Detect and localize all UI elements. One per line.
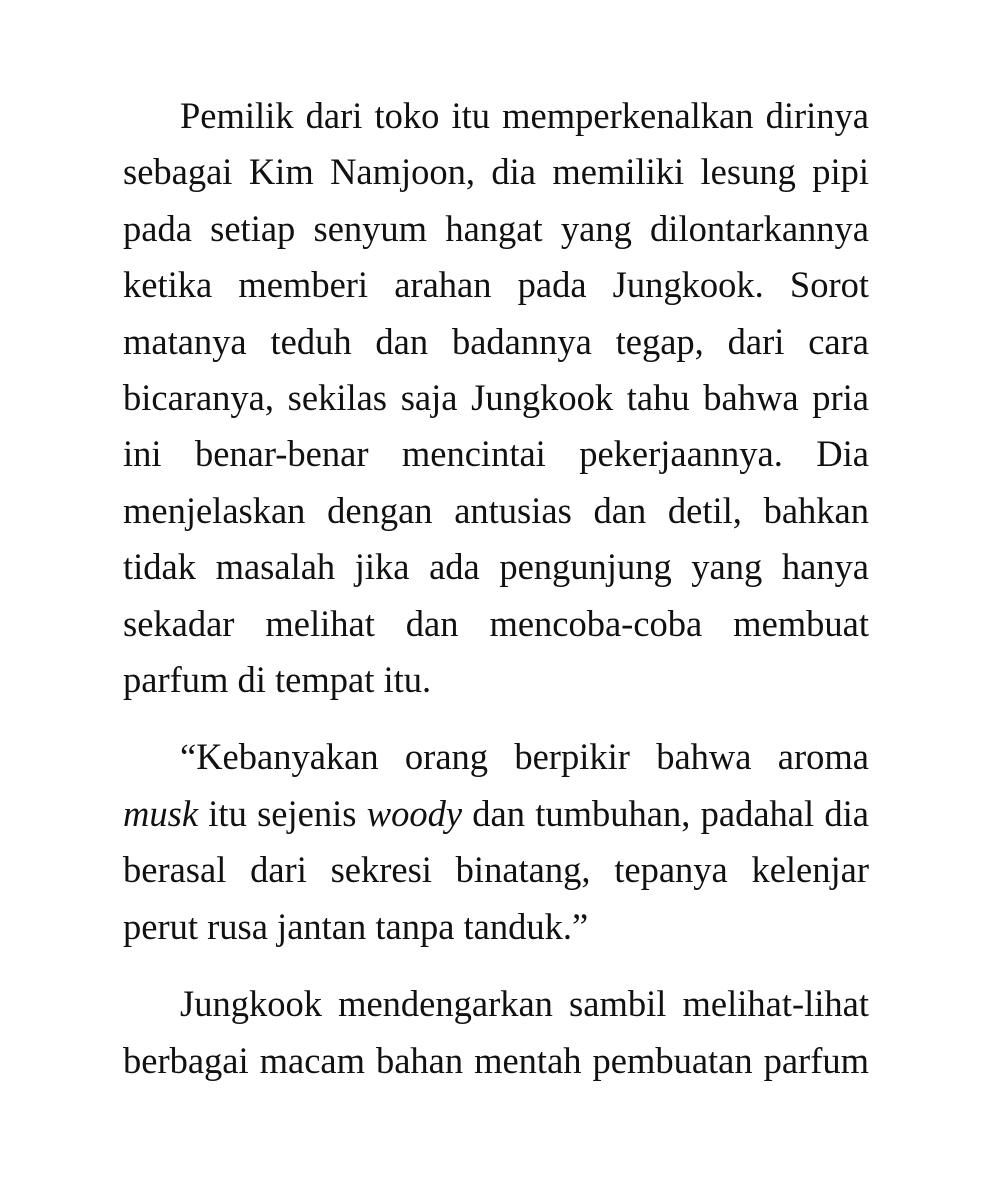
italic-word-woody: woody (366, 792, 463, 834)
document-page (123, 88, 869, 1089)
paragraph-2 (123, 729, 869, 955)
paragraph-2-text-b: itu sejenis (198, 792, 367, 834)
paragraph-2-text-a: “Kebanyakan orang berpikir bahwa aroma (180, 736, 869, 778)
paragraph-3: Jungkook mendengarkan sambil melihat-lihat berbagai macam bahan mentah pembuatan parfum (123, 983, 869, 1081)
paragraph-2-text-c: dan tumbuhan, padahal dia berasal dari sekresi binatang, tepanya kelenjar perut rusa jantan tanpa tanduk.” (123, 792, 869, 947)
italic-word-musk: musk (123, 792, 199, 834)
paragraph-1: Pemilik dari toko itu memperkenalkan dirinya sebagai Kim Namjoon, dia memiliki lesung pipi pada setiap senyum hangat yang dilontarkannya ketika memberi arahan pada Jungkook. Sorot matanya teduh dan badannya tegap, dari cara bicaranya, sekilas saja Jungkook tahu bahwa pria ini benar-benar mencintai pekerjaannya. Dia menjelaskan dengan antusias dan detil, bahkan tidak masalah jika ada pengunjung yang hanya sekadar melihat dan mencoba-coba membuat parfum di tempat itu. (123, 95, 869, 701)
